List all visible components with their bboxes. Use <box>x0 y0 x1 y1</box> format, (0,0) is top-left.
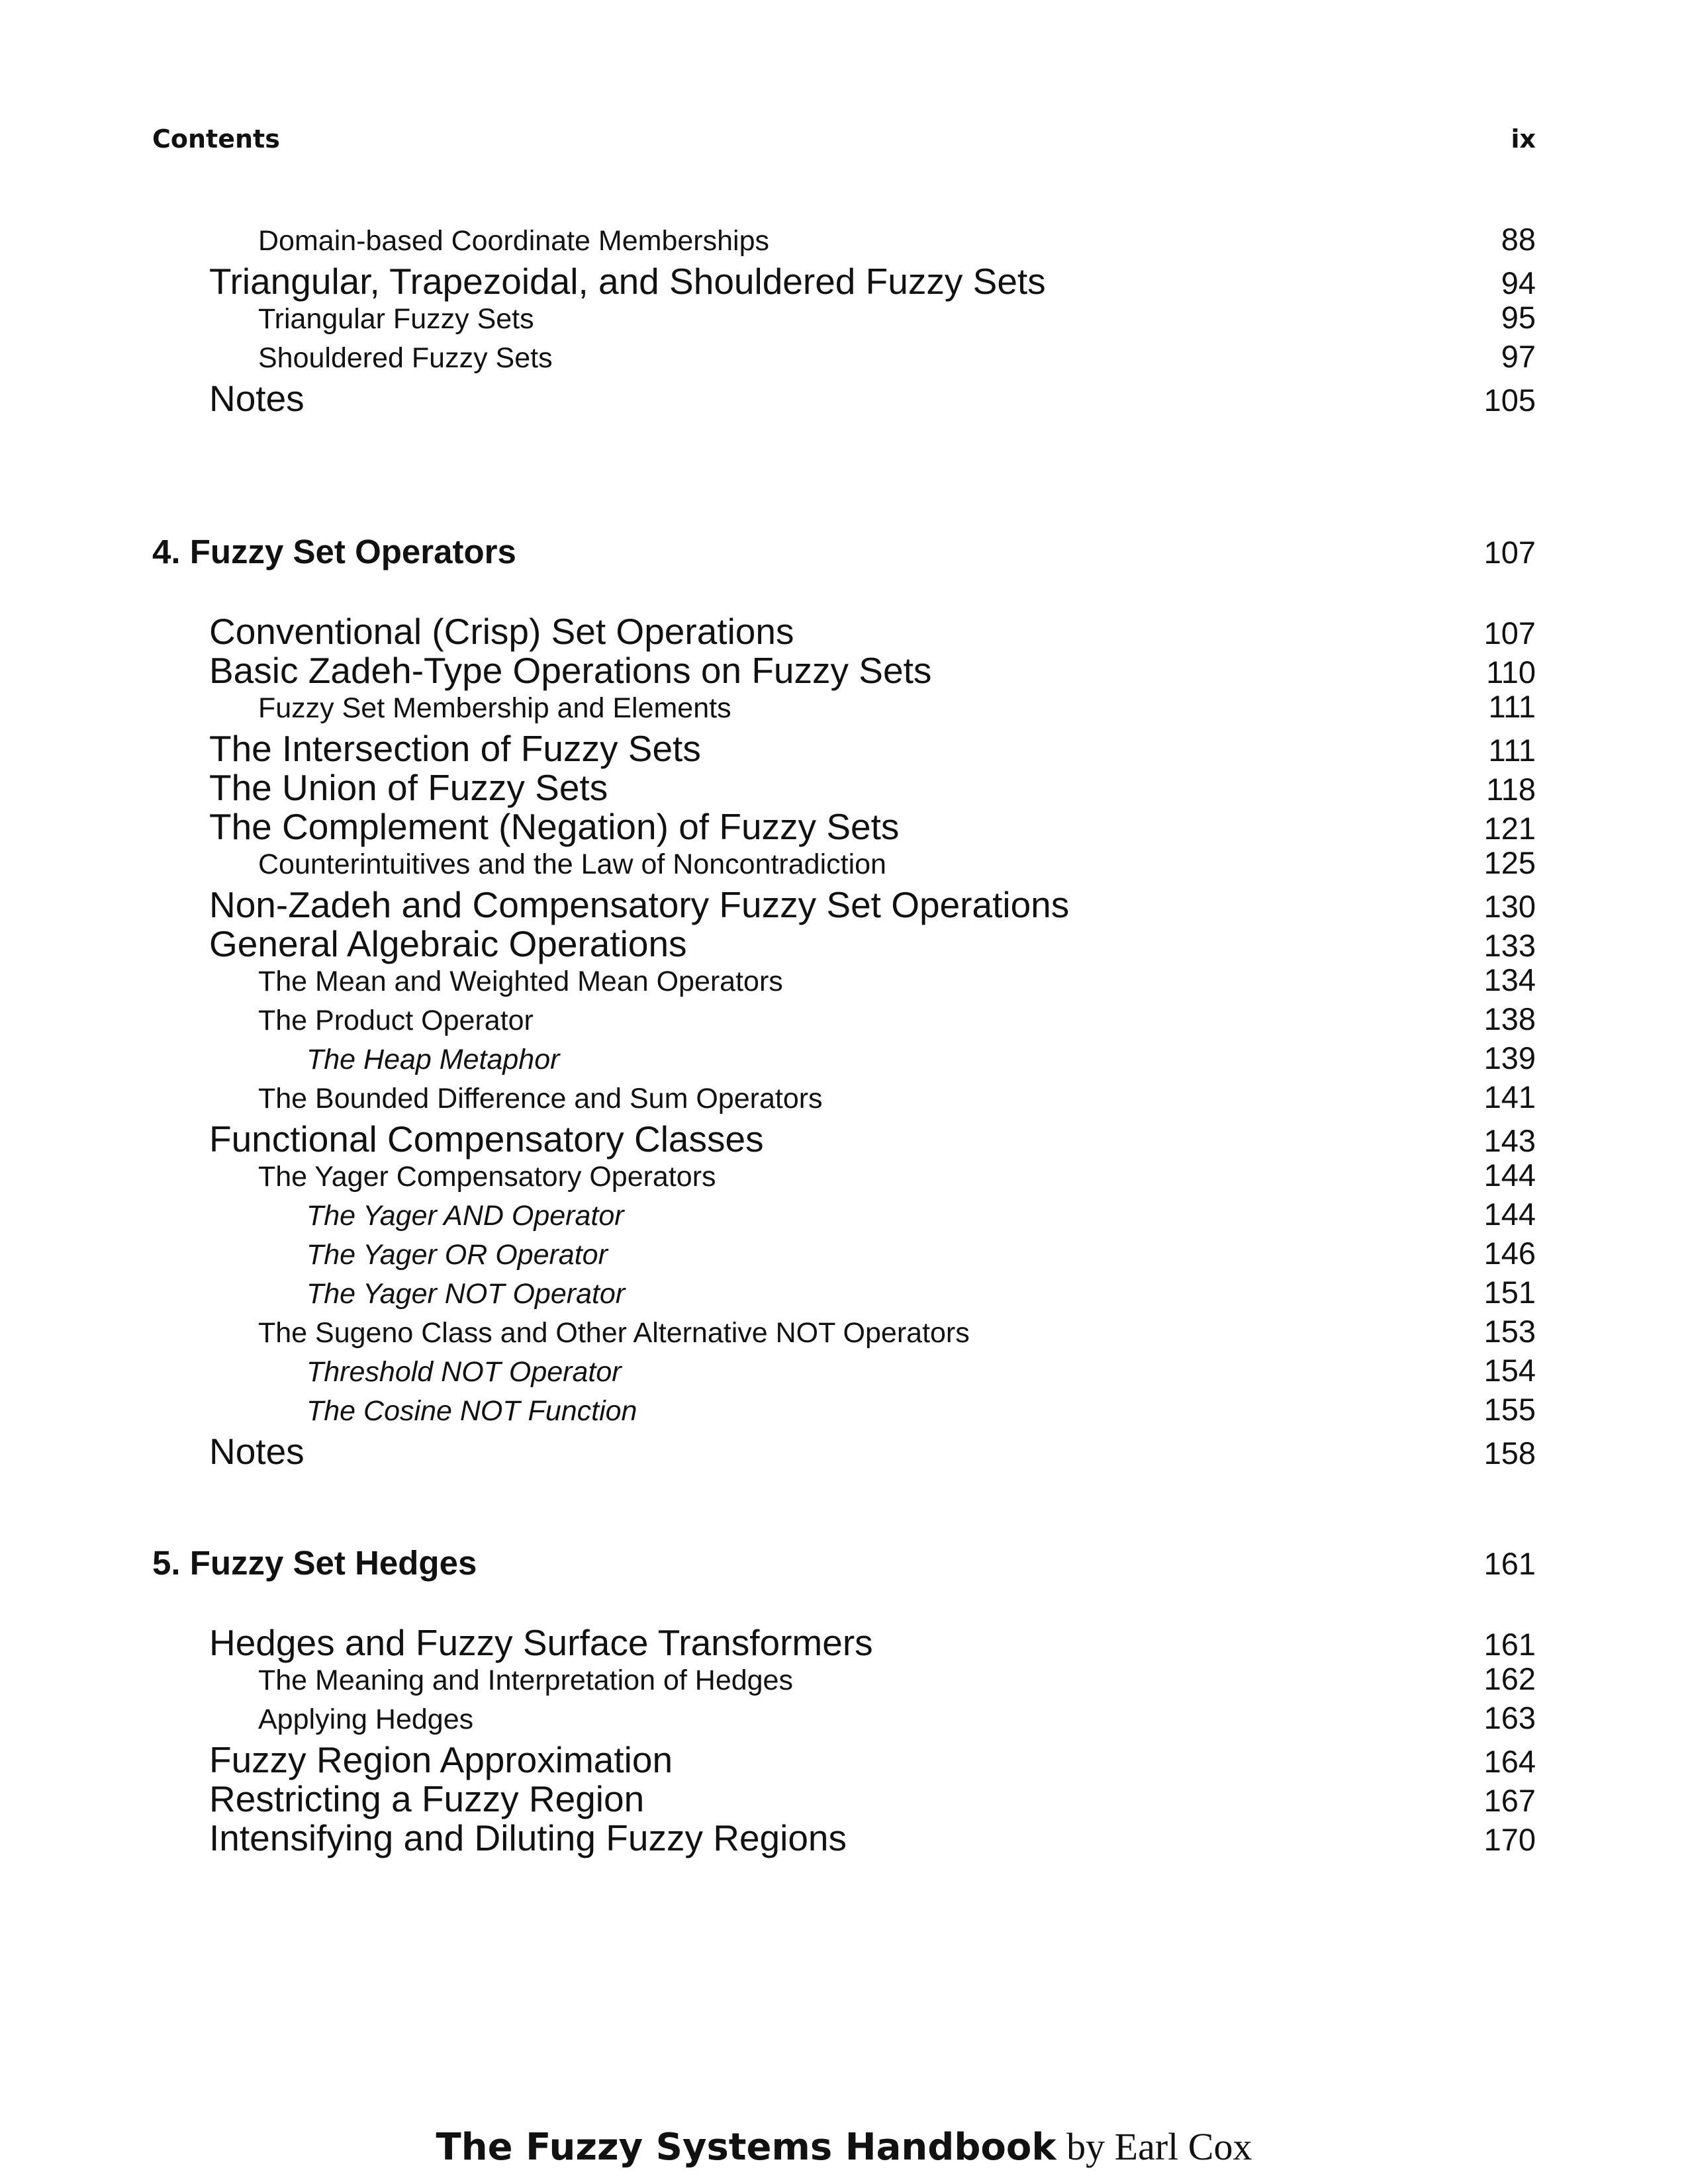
toc-chapter-heading[interactable] <box>152 532 1536 572</box>
toc-entry-page: 161 <box>1483 1546 1536 1581</box>
toc-entry-title: Triangular, Trapezoidal, and Shouldered Fuzzy Sets <box>209 261 1046 302</box>
toc-entry-page: 130 <box>1483 889 1536 924</box>
running-head-page-number: ix <box>1511 124 1536 154</box>
toc-chapter-heading[interactable] <box>152 1543 1536 1583</box>
toc-entry-page: 97 <box>1501 339 1536 374</box>
toc-entry[interactable] <box>152 221 1536 260</box>
toc-entry-title: The Cosine NOT Function <box>306 1395 637 1427</box>
toc-entry-page: 170 <box>1483 1822 1536 1857</box>
toc-entry-page: 151 <box>1483 1275 1536 1310</box>
toc-entry-title: The Bounded Difference and Sum Operators <box>258 1083 823 1115</box>
toc-entry-title: Basic Zadeh-Type Operations on Fuzzy Sets <box>209 650 932 691</box>
toc-entry-title: General Algebraic Operations <box>209 923 687 964</box>
toc-entry-page: 139 <box>1483 1040 1536 1075</box>
toc-entry[interactable] <box>152 1040 1536 1079</box>
toc-entry-page: 158 <box>1483 1435 1536 1471</box>
toc-entry-page: 121 <box>1483 811 1536 846</box>
toc-entry[interactable] <box>152 1196 1536 1235</box>
section-spacer <box>152 572 1536 610</box>
toc-entry-title: The Product Operator <box>258 1005 534 1036</box>
toc-entry[interactable] <box>152 1274 1536 1313</box>
toc-entry[interactable] <box>152 338 1536 377</box>
toc-entry-title: The Yager NOT Operator <box>306 1278 626 1310</box>
toc-entry-title: Non-Zadeh and Compensatory Fuzzy Set Operations <box>209 884 1070 925</box>
toc-entry[interactable] <box>152 766 1536 808</box>
toc-entry[interactable] <box>152 1313 1536 1352</box>
toc-entry-page: 153 <box>1483 1314 1536 1349</box>
toc-entry-page: 94 <box>1501 265 1536 300</box>
running-head-section: Contents <box>152 124 280 154</box>
toc-entry-page: 164 <box>1483 1744 1536 1779</box>
toc-entry-page: 111 <box>1488 733 1536 768</box>
toc-entry-title: Counterintuitives and the Law of Noncontradiction <box>258 848 886 880</box>
toc-entry-title: The Yager Compensatory Operators <box>258 1161 716 1193</box>
toc-entry-page: 88 <box>1501 222 1536 257</box>
toc-entry-title: The Meaning and Interpretation of Hedges <box>258 1664 793 1696</box>
toc-entry[interactable] <box>152 1700 1536 1739</box>
toc-entry-title: Functional Compensatory Classes <box>209 1118 764 1160</box>
toc-entry[interactable] <box>152 727 1536 769</box>
toc-entry[interactable] <box>152 923 1536 962</box>
toc-entry[interactable] <box>152 1391 1536 1430</box>
toc-entry-title: The Intersection of Fuzzy Sets <box>209 728 701 769</box>
toc-chapter-title: 4. Fuzzy Set Operators <box>152 533 516 570</box>
toc-entry[interactable] <box>152 649 1536 691</box>
toc-entry-page: 144 <box>1483 1197 1536 1232</box>
toc-entry[interactable] <box>152 688 1536 727</box>
toc-entry-title: Intensifying and Diluting Fuzzy Regions <box>209 1817 847 1858</box>
toc-entry[interactable] <box>152 1778 1536 1817</box>
toc-entry-page: 161 <box>1483 1627 1536 1662</box>
toc-entry[interactable] <box>152 1661 1536 1700</box>
toc-entry[interactable] <box>152 260 1536 302</box>
toc-entry-title: The Yager OR Operator <box>306 1239 608 1271</box>
toc-entry[interactable] <box>152 844 1536 884</box>
toc-entry-page: 143 <box>1483 1123 1536 1158</box>
toc-entry-title: Fuzzy Region Approximation <box>209 1739 673 1780</box>
toc-entry-page: 155 <box>1483 1392 1536 1427</box>
toc-entry[interactable] <box>152 805 1536 847</box>
toc-entry-title: Restricting a Fuzzy Region <box>209 1778 645 1819</box>
toc-entry-title: Notes <box>209 378 305 419</box>
toc-entry-page: 144 <box>1483 1158 1536 1193</box>
toc-entry-title: The Yager AND Operator <box>306 1200 624 1232</box>
toc-entry-title: Notes <box>209 1431 305 1472</box>
toc-entry-page: 138 <box>1483 1001 1536 1036</box>
toc-entry-title: The Heap Metaphor <box>306 1044 560 1075</box>
toc-entry-page: 133 <box>1483 928 1536 963</box>
section-spacer <box>152 1469 1536 1543</box>
toc-chapter-title: 5. Fuzzy Set Hedges <box>152 1544 477 1582</box>
toc-entry[interactable] <box>152 1621 1536 1661</box>
table-of-contents <box>152 221 1536 1856</box>
toc-entry-title: Domain-based Coordinate Memberships <box>258 225 769 257</box>
toc-entry[interactable] <box>152 1235 1536 1274</box>
toc-entry-title: Threshold NOT Operator <box>306 1356 622 1388</box>
toc-entry-page: 111 <box>1488 689 1536 724</box>
toc-entry-page: 163 <box>1483 1700 1536 1735</box>
toc-entry-page: 110 <box>1486 655 1536 690</box>
toc-entry-title: Conventional (Crisp) Set Operations <box>209 611 794 652</box>
toc-entry[interactable] <box>152 962 1536 1001</box>
toc-entry-page: 105 <box>1483 383 1536 418</box>
toc-entry-title: The Union of Fuzzy Sets <box>209 767 608 808</box>
footer-book-title: The Fuzzy Systems Handbook <box>436 2126 1056 2169</box>
toc-entry-title: The Mean and Weighted Mean Operators <box>258 966 783 997</box>
toc-entry[interactable] <box>152 884 1536 923</box>
toc-entry-title: Triangular Fuzzy Sets <box>258 303 534 335</box>
toc-entry[interactable] <box>152 1118 1536 1160</box>
toc-entry-title: Fuzzy Set Membership and Elements <box>258 692 731 724</box>
toc-entry-page: 107 <box>1483 615 1536 651</box>
toc-entry-title: Applying Hedges <box>258 1704 474 1735</box>
toc-entry[interactable] <box>152 377 1536 419</box>
toc-entry-title: Shouldered Fuzzy Sets <box>258 342 553 374</box>
toc-entry[interactable] <box>152 299 1536 338</box>
toc-entry[interactable] <box>152 610 1536 652</box>
toc-entry-page: 118 <box>1486 772 1536 807</box>
toc-entry[interactable] <box>152 1157 1536 1196</box>
toc-entry-page: 167 <box>1483 1783 1536 1818</box>
toc-entry[interactable] <box>152 1739 1536 1778</box>
toc-entry-page: 95 <box>1501 300 1536 335</box>
section-spacer <box>152 1583 1536 1621</box>
toc-entry-page: 154 <box>1483 1353 1536 1388</box>
page-footer <box>0 2124 1688 2169</box>
toc-entry-title: The Complement (Negation) of Fuzzy Sets <box>209 806 900 847</box>
toc-entry-title: Hedges and Fuzzy Surface Transformers <box>209 1622 873 1663</box>
running-head <box>152 124 1536 158</box>
toc-entry-page: 162 <box>1483 1661 1536 1696</box>
footer-author: by Earl Cox <box>1066 2125 1252 2168</box>
toc-entry[interactable] <box>152 1430 1536 1472</box>
toc-entry[interactable] <box>152 1352 1536 1391</box>
toc-entry[interactable] <box>152 1817 1536 1856</box>
toc-entry[interactable] <box>152 1079 1536 1118</box>
toc-entry-title: The Sugeno Class and Other Alternative NOT Operators <box>258 1317 970 1349</box>
toc-entry-page: 107 <box>1483 535 1536 570</box>
toc-entry-page: 134 <box>1483 962 1536 997</box>
toc-entry-page: 125 <box>1483 845 1536 880</box>
section-spacer <box>152 416 1536 532</box>
toc-entry[interactable] <box>152 1001 1536 1040</box>
toc-entry-page: 141 <box>1483 1079 1536 1115</box>
toc-entry-page: 146 <box>1483 1236 1536 1271</box>
